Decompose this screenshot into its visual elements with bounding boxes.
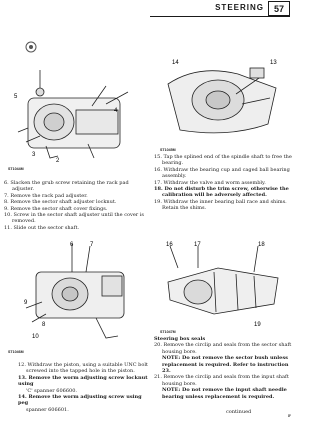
figure-code: ST1046M (8, 350, 24, 354)
note-line: NOTE: Do not remove the input shaft needle (162, 387, 287, 394)
step-line: 7. Remove the rack pad adjuster. (4, 192, 88, 199)
callout-17: 17 (194, 242, 201, 248)
callout-16: 16 (166, 242, 173, 248)
continued-label: continued (226, 409, 252, 415)
figure-code: ST1047M (160, 330, 176, 334)
step-line: 13. Remove the worm adjusting screw locknut using (18, 374, 148, 388)
step-line: 19. Withdraw the inner bearing ball race and shims. (154, 198, 287, 205)
step-line: 11. Slide out the sector shaft. (4, 224, 80, 231)
callout-5: 5 (14, 94, 18, 100)
step-line: 'C' spanner 606600. (26, 387, 77, 394)
instructions-right-top (154, 154, 296, 212)
figure-code: ST1045M (160, 148, 176, 152)
callout-14: 14 (172, 60, 179, 66)
step-line: screwed into the tapped hole in the piston. (26, 368, 135, 375)
step-line: 10. Screw in the sector shaft adjuster until the cover is (4, 212, 144, 219)
figure-spindle-bearing (158, 54, 288, 146)
page-number: 57 (268, 1, 290, 16)
instructions-left-bottom (18, 362, 150, 413)
callout-10: 10 (32, 334, 39, 340)
callout-2: 2 (56, 158, 60, 164)
figure-valve-worm (158, 238, 290, 330)
step-line: 15. Tap the splined end of the spindle shaft to free the (154, 154, 292, 160)
step-line: 12. Withdraw the piston, using a suitable UNC bolt (18, 362, 148, 368)
step-line: bearing. (162, 160, 184, 167)
note-line: bearing unless replacement is required. (162, 393, 275, 400)
figure-piston-removal (6, 238, 146, 348)
step-line: 18. Do not disturb the trim screw, otherwise the (154, 186, 289, 193)
callout-19: 19 (254, 322, 261, 328)
step-line: 17. Withdraw the valve and worm assembly. (154, 179, 266, 186)
instructions-right-bottom (154, 336, 296, 400)
footer-mark: F (288, 413, 291, 418)
callout-9: 9 (24, 300, 28, 306)
step-line: 9. Remove the sector shaft cover fixings. (4, 205, 108, 212)
callout-8: 8 (42, 322, 46, 328)
step-line: 20. Remove the circlip and seals from the sector shaft (154, 342, 292, 349)
step-line: calibration will be adversely affected. (162, 192, 267, 199)
step-line: spanner 606601. (26, 406, 69, 413)
note-line: replacement is required. Refer to instruction 23. (162, 361, 289, 375)
section-title: STEERING (215, 3, 264, 12)
step-line: adjuster. (12, 186, 34, 193)
step-line: 8. Remove the sector shaft adjuster locknut. (4, 199, 117, 206)
instructions-left-top (4, 180, 150, 231)
step-line: 14. Remove the worm adjusting screw using peg (18, 394, 142, 407)
step-line: housing bore. (162, 348, 197, 355)
figure-sector-shaft (6, 52, 136, 164)
callout-6: 6 (70, 242, 74, 248)
callout-18: 18 (258, 242, 265, 248)
step-line: removed. (12, 218, 36, 225)
callout-3: 3 (32, 152, 36, 158)
header-rule (150, 16, 290, 17)
step-line: Retain the shims. (162, 205, 207, 212)
note-line: NOTE: Do not remove the sector bush unless (162, 355, 288, 362)
step-line: 21. Remove the circlip and seals from the input shaft (154, 374, 289, 381)
step-line: housing bore. (162, 380, 197, 387)
step-line: assembly. (162, 173, 187, 180)
callout-4: 4 (114, 108, 118, 114)
step-line: 6. Slacken the grub screw retaining the rack pad (4, 180, 129, 186)
section-heading: Steering box seals (154, 336, 206, 342)
callout-13: 13 (270, 60, 277, 66)
step-line: 16. Withdraw the bearing cup and caged ball bearing (154, 166, 290, 173)
callout-7: 7 (90, 242, 94, 248)
figure-code: ST1044M (8, 167, 24, 171)
